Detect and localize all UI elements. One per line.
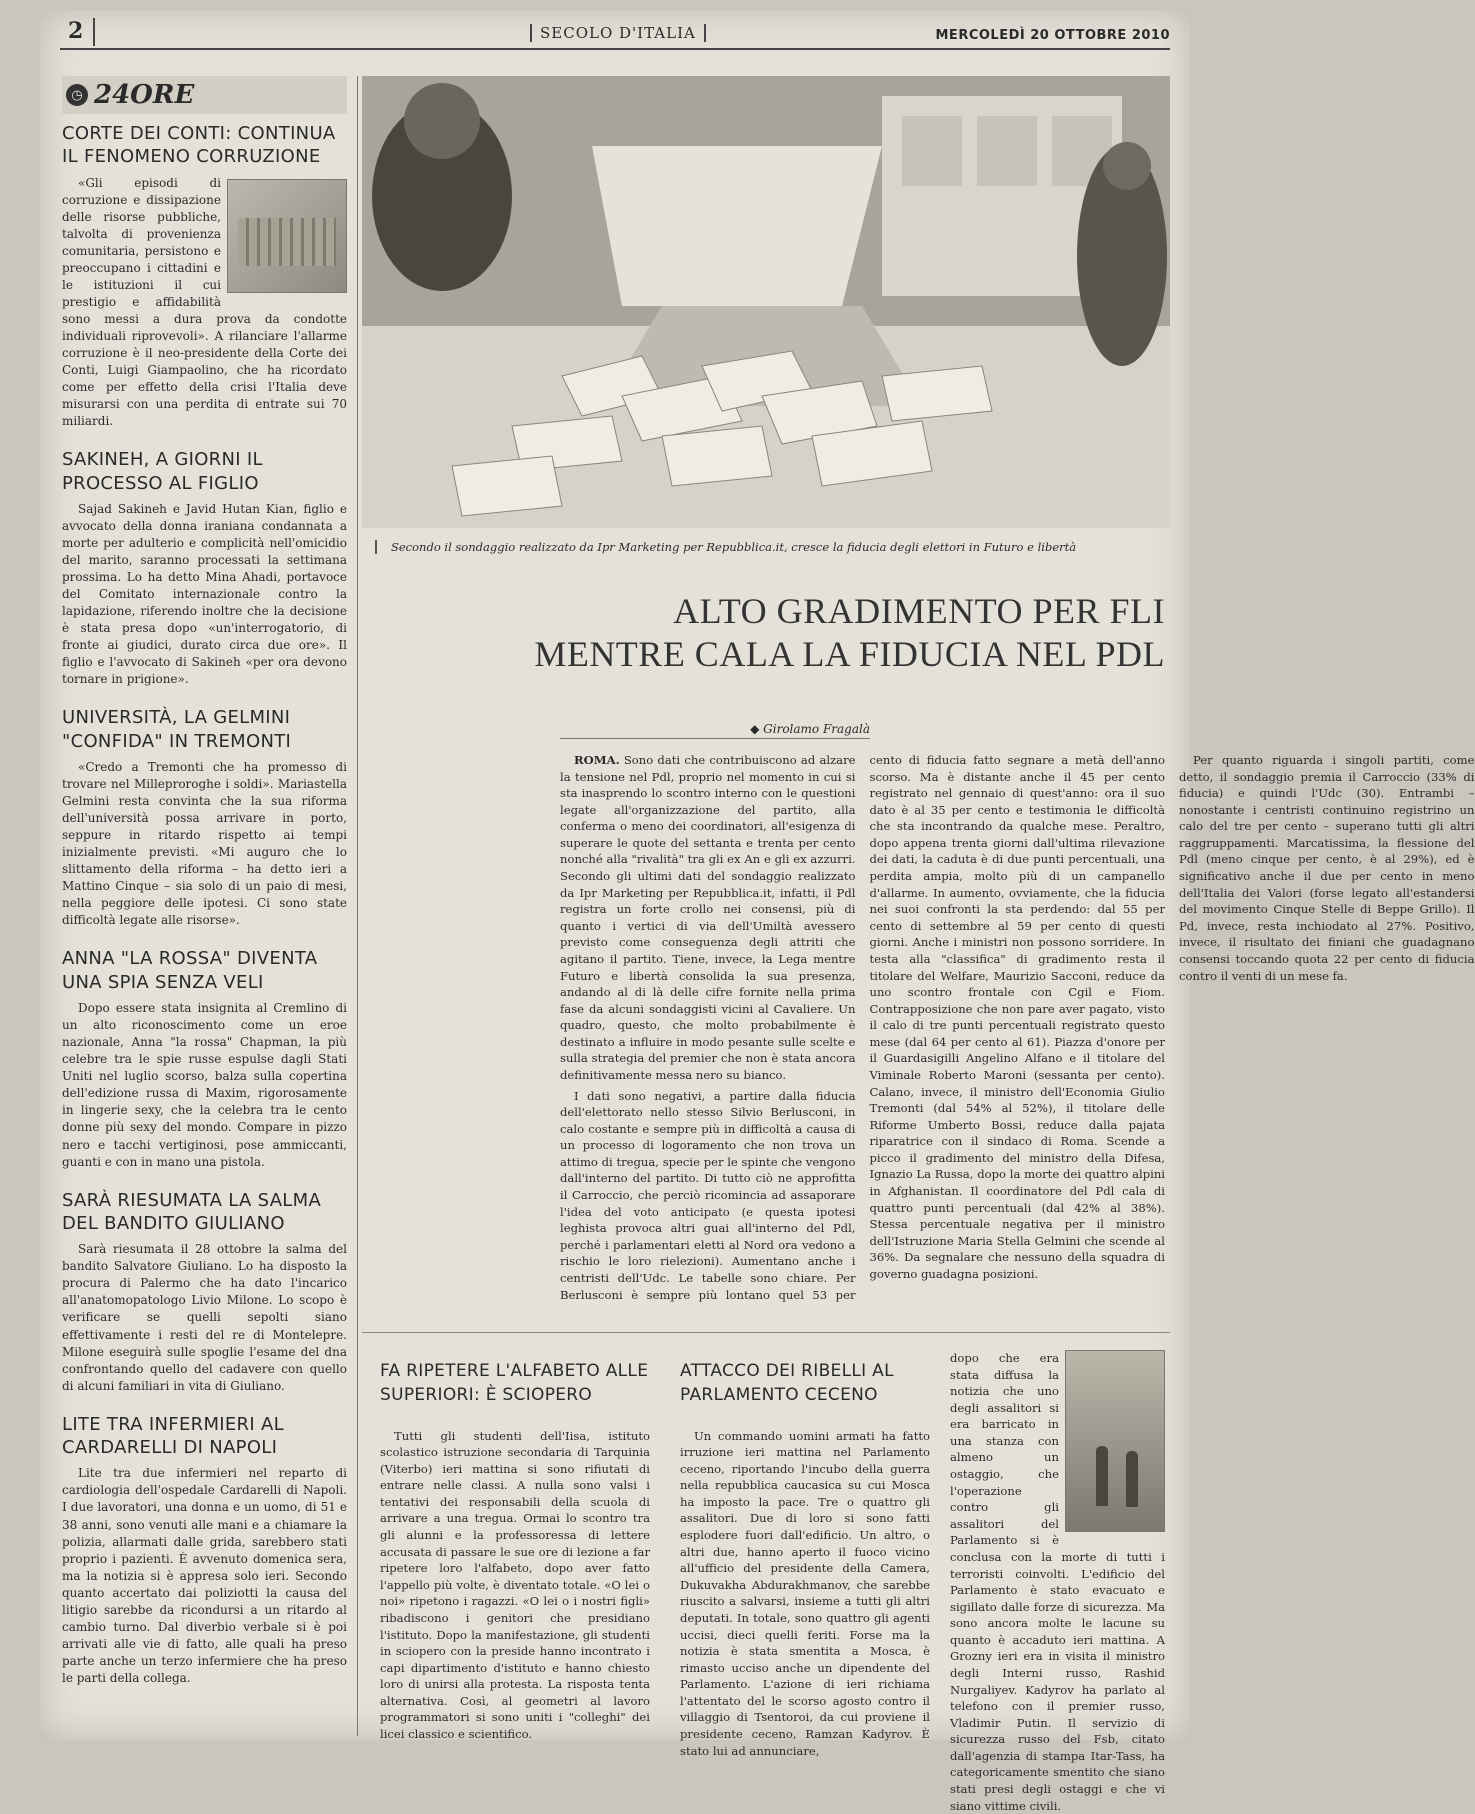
brief-title: SAKINEH, A GIORNI IL PROCESSO AL FIGLIO <box>62 449 263 494</box>
brief-text: Lite tra due infermieri nel reparto di cardiologia dell'ospedale Cardarelli di Napoli. I due lavoratori, una donna e un uomo, di 51 e 38 anni, sono venuti alle mani e a chiamare la polizia, allarmati dalle grida, sarebbero stati proprio i pazienti. È avvenuto domenica sera, ma la notizia si è appresa solo ieri. Secondo quanto accertato dai poliziotti la causa del litigio sarebbe da ricondursi a un ritardo al cambio turno. Dal diverbio verbale si è poi arrivati alle vie di fatto, alle quali ha preso parte anche un terzo infermiere che ha preso le parti della collega. <box>62 1466 347 1685</box>
brief-sciopero <box>380 1350 650 1740</box>
brief-corte-conti <box>62 122 347 430</box>
brief-title: FA RIPETERE L'ALFABETO ALLE SUPERIORI: È SCIOPERO <box>380 1361 649 1405</box>
brief-text: Sajad Sakineh e Javid Hutan Kian, figlio e avvocato della donna iraniana condannata a morte per adulterio e complicità nell'omicidio del marito, saranno processati la settimana prossima. Lo ha detto Mina Ahadi, portavoce del Comitato internazionale contro la lapidazione, riferendo inoltre che la decisione è stata presa dopo «un'interrogatorio, di fronte ai giudici, durato circa due ore». Il figlio e l'avvocato di Sakineh «per ora devono tornare in prigione». <box>62 502 347 687</box>
article-paragraph: I dati sono negativi, a partire dalla fiducia dell'elettorato nello stesso Silvio Berlusconi, in calo costante e sempre più in difficoltà a causa di un processo di logoramento che non trova un attimo di tregua, specie per le spinte che vengono dall'interno del partito. Di tutto ciò ne approfitta il Carroccio, che perciò ricomincia ad assaporare l'idea del voto anticipato (e questa ipotesi leghista provoca altri guai all'interno del Pdl, perché i parlamentari eletti al Nord ora vedono a rischio le loro rielezioni). Aumentano anche i centristi dell'Udc. Le tabelle sono chiare. Per Berlusconi è sempre più lontano quel 53 per cento di fiducia fatto segnare a metà dell'anno scorso. Ma è distante anche il 45 per cento registrato nel gennaio di quest'anno: ora il suo dato è al 35 per cento e testimonia le difficoltà che sta incontrando da qualche mese. Peraltro, dopo appena trenta giorni dall'ultima rilevazione dei dati, la caduta è di due punti percentuali, una perdita ampia, molto più di un campanello d'allarme. In aumento, ovviamente, che la fiducia nei suoi confronti la sta perdendo: dal 55 per cento di settembre al 59 per cento di questi giorni. Anche i ministri non possono sorridere. In testa alla "classifica" di gradimento resta il titolare del Welfare, Maurizio Sacconi, reduce da uno scontro frontale con Cgil e Fiom. Contrapposizione che non pare aver pagato, visto il calo di tre punti percentuali registrato questo mese (dal 64 per cento al 61). Piazza d'onore per il Guardasigilli Angelino Alfano e il titolare del Viminale Roberto Maroni (sessanta per cento). Calano, invece, il ministro dell'Economia Giulio Tremonti (dal 54% al 52%), il titolare delle Riforme Umberto Bossi, reduce dalla pajata riparatrice con il sindaco di Roma. Scende a picco il gradimento del ministro della Difesa, Ignazio La Russa, dopo la morte dei quattro alpini in Afghanistan. Il coordinatore del Pdl cala di quattro punti percentuali (dal 42% al 38%). Stessa percentuale negativa per il ministro dell'Istruzione Maria Stella Gelmini che scende al 36%. Da segnalare che nessuno della squadra di governo guadagna posizioni. <box>560 753 1165 1302</box>
brand-title: 24ORE <box>94 80 195 110</box>
brief-text: «Gli episodi di corruzione e dissipazione delle risorse pubbliche, talvolta di provenienza comunitaria, persistono e preoccupano i cittadini e le istituzioni il cui prestigio e affidabilità sono messi a dura prova da condotte individuali riprovevoli». A rilanciare l'allarme corruzione è il neo-presidente della Corte dei Conti, Luigi Giampaolino, che ha ricordato come per effetto della crisi l'Italia deve misurarsi con una perdita di entrate sui 70 miliardi. <box>62 175 347 429</box>
brief-anna-chapman <box>62 947 347 1170</box>
photo-caption: Secondo il sondaggio realizzato da Ipr Marketing per Repubblica.it, cresce la fiducia degli elettori in Futuro e libertà <box>375 540 1181 554</box>
page-header <box>60 18 1170 50</box>
brief-parlamento-ceceno <box>680 1350 930 1758</box>
author-name: Girolamo Fragalà <box>763 722 870 736</box>
article-dateline: ROMA. <box>574 753 620 767</box>
brief-text: Un commando uomini armati ha fatto irruzione ieri mattina nel Parlamento ceceno, riportando l'incubo della guerra nella repubblica caucasica su cui Mosca ha imposto la pace. Tre o quattro gli assalitori. Due di loro si sono fatti esplodere fuori dall'edificio. Un altro, o altri due, hanno aperto il fuoco vicino all'ufficio del presidente della Camera, Dukuvakha Abdurakhmanov, che sarebbe riuscito a salvarsi, insieme a tutti gli altri deputati. In totale, sono quattro gli agenti uccisi, dieci quelli feriti. Forse ma la notizia è stata smentita a Mosca, è rimasto ucciso anche un dipendente del Parlamento. L'azione di ieri richiama l'attentato del le scorso agosto contro il villaggio di Tsentoroi, da cui proviene il presidente ceceno, Ramzan Kadyrov. È stato lui ad annunciare, <box>680 1428 930 1758</box>
issue-date: MERCOLEDÌ 20 OTTOBRE 2010 <box>935 28 1170 43</box>
ballot-count-photo <box>362 76 1170 528</box>
brief-text: «Credo a Tremonti che ha promesso di trovare nel Milleproroghe i soldi». Mariastella Gelmini resta convinta che la sua riforma dell'università possa arrivare in porto, seppure in ritardo rispetto ai tempi inizialmente previsti. «Mi auguro che lo slittamento della riforma – ha detto ieri a Mattino Cinque – sia solo di un paio di mesi, nella peggiore delle ipotesi. Ci sono state difficoltà legate alle risorse». <box>62 760 347 928</box>
headline-line-2: MENTRE CALA LA FIDUCIA NEL PDL <box>534 634 1165 675</box>
masthead: SECOLO D'ITALIA <box>530 24 706 42</box>
brief-universita <box>62 706 347 929</box>
soldiers-photo <box>1065 1350 1165 1532</box>
paragraph-text: Sono dati che contribuiscono ad alzare la tensione nel Pdl, proprio nel momento in cui si sta inasprendo lo scontro interno con le questioni legate all'organizzazione del partito, alla conferma o meno dei coordinatori, all'esigenza di superare le quote del settanta e trenta per cento nonché alla "rivalità" tra gli ex An e gli ex azzurri. Secondo gli ultimi dati del sondaggio realizzato da Ipr Marketing per Repubblica.it, infatti, il Pdl registra un forte crollo nei consensi, più di quanto i vertici di via dell'Umiltà avessero previsto come conseguenza degli attriti che agitano il partito. Tiene, invece, la Lega mentre Futuro e libertà consolida la sua presenza, andando al di là delle cifre fornite nella prima fase da alcuni sondaggisti vicini al Cavaliere. Un quadro, questo, che molto probabilmente è destinato a influire in modo pesante sulle scelte e sulla strategia del premier che non è stata ancora definitivamente messa nero su bianco. <box>560 753 856 1082</box>
diamond-icon: ◆ <box>750 722 764 736</box>
brief-parlamento-ceceno-continued <box>950 1350 1165 1813</box>
newspaper-page <box>40 10 1475 1813</box>
ballot-photo-illustration <box>362 76 1170 528</box>
brief-title: ANNA "LA ROSSA" DIVENTA UNA SPIA SENZA VELI <box>62 948 318 993</box>
brief-title: SARÀ RIESUMATA LA SALMA DEL BANDITO GIULIANO <box>62 1189 322 1234</box>
brief-title: CORTE DEI CONTI: CONTINUA IL FENOMENO CORRUZIONE <box>62 123 336 168</box>
page-number: 2 <box>68 18 95 46</box>
article-headline <box>375 590 1165 676</box>
brief-title: LITE TRA INFERMIERI AL CARDARELLI DI NAPOLI <box>62 1413 284 1459</box>
brief-giuliano <box>62 1189 347 1395</box>
section-divider <box>362 1332 1170 1333</box>
brief-text: Sarà riesumata il 28 ottobre la salma del bandito Salvatore Giuliano. Lo ha disposto la procura di Palermo che ha dato l'incarico all'anatomopatologo Livio Milone. Lo scopo è verificare se quelli sepolti siano effettivamente i resti del re di Montelepre. Milone eseguirà sulle spoglie l'esame del dna confrontando quello del cadavere con quello di alcuni familiari in vita di Giuliano. <box>62 1242 347 1393</box>
brief-text: dopo che era stata diffusa la notizia che uno degli assalitori si era barricato in una stanza con almeno un ostaggio, che l'operazione contro gli assalitori del Parlamento si è conclusa con la morte di tutti i terroristi coinvolti. L'edificio del Parlamento è stato evacuato e sigillato dalle forze di sicurezza. Ma sono ancora molte le lacune su quanto è accaduto ieri mattina. A Grozny ieri era in visita il ministro degli Interni russo, Rashid Nurgaliyev. Kadyrov ha parlato al telefono con il premier russo, Vladimir Putin. Il servizio di sicurezza russo del Fsb, citato dall'agenzia di stampa Itar-Tass, ha categoricamente smentito che siano stati presi degli ostaggi e che vi siano vittime civili. <box>950 1351 1165 1813</box>
brief-title: ATTACCO DEI RIBELLI AL PARLAMENTO CECENO <box>680 1361 894 1405</box>
headline-line-1: ALTO GRADIMENTO PER FLI <box>673 591 1165 631</box>
clock-icon: ◷ <box>66 84 88 106</box>
brief-text: Tutti gli studenti dell'Iisa, istituto scolastico istruzione secondaria di Tarquinia (Viterbo) ieri mattina si sono rifiutati di entrare nelle classi. A nulla sono valsi i tentativi dei responsabili della scuola di arrivare a una tregua. Ormai lo scontro tra gli alunni e la professoressa di lettere accusata di passare le sue ore di lezione a far ripetere loro l'alfabeto, dopo aver fatto l'appello più volte, è diventato totale. «O lei o noi» ripetono i ragazzi. «O lei o i nostri figli» ribadiscono i genitori che presidiano l'istituto. Dopo la manifestazione, gli studenti in sciopero con la preside hanno incontrato i capi dipartimento d'istituto e hanno chiesto loro di unirsi alla protesta. La risposta tenta alternativa. Così, al geometri al lavoro programmatori si sono uniti i "colleghi" dei licei classico e scientifico. <box>380 1428 650 1741</box>
news-sidebar <box>62 76 358 1736</box>
brief-cardarelli <box>62 1413 347 1687</box>
article-paragraph <box>560 752 856 1084</box>
brief-title: UNIVERSITÀ, LA GELMINI "CONFIDA" IN TREMONTI <box>62 707 292 752</box>
article-byline <box>560 722 870 739</box>
corte-conti-photo <box>227 179 347 293</box>
article-body <box>560 752 1475 1312</box>
brief-text: Dopo essere stata insignita al Cremlino di un alto riconoscimento come un eroe nazionale, Anna "la rossa" Chapman, la più celebre tra le spie russe espulse dagli Stati Uniti nel luglio scorso, balza sulla copertina dell'edizione russa di Maxim, rigorosamente in lingerie sexy, che la celebra tra le cento donne più sexy del mondo. Compare in pizzo nero e tacchi vertiginosi, pose ammiccanti, guanti e con in mano una pistola. <box>62 1001 347 1169</box>
article-paragraph: Per quanto riguarda i singoli partiti, come detto, il sondaggio premia il Carroccio (33% di fiducia) e quindi l'Udc (30). Entrambi – nonostante i centristi continuino registrino un calo del tre per cento – superano tutti gli altri raggruppamenti. Marcatissima, la flessione del Pdl (meno cinque per cento, è al 29%), ed è significativo anche il due per cento in meno dell'Italia dei Valori (forse legato all'estandersi del movimento Cinque Stelle di Beppe Grillo). Il Pd, invece, resta inchiodato al 27%. Positivo, invece, il risultato dei finiani che guadagnano consensi toccando quota 22 per cento di fiducia contro il venti di un mese fa. <box>1179 753 1475 983</box>
brand-box <box>62 76 347 114</box>
brief-sakineh <box>62 448 347 688</box>
